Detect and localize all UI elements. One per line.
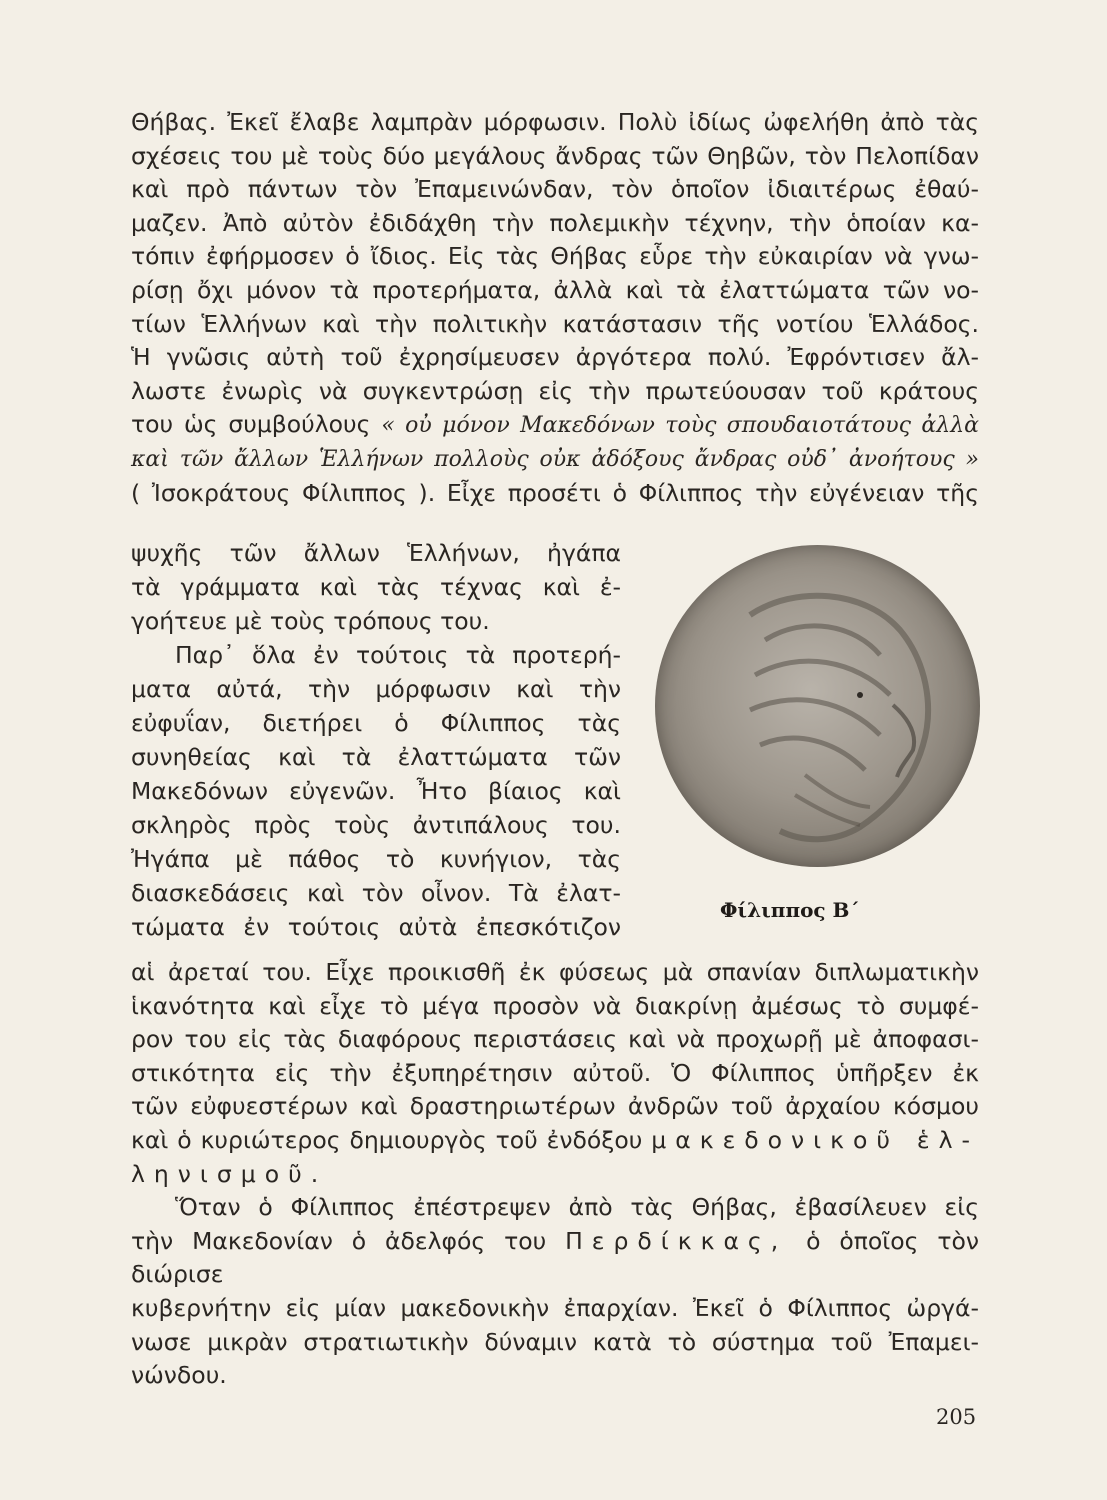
text-line: λωστε ἐνωρὶς νὰ συγκεντρώσῃ εἰς τὴν πρωτεύουσαν τοῦ κράτους xyxy=(131,376,979,405)
text-line: ψυχῆς τῶν ἄλλων Ἑλλήνων, ἠγάπα xyxy=(131,539,621,567)
text-line: τὰ γράμματα καὶ τὰς τέχνας καὶ ἐ- xyxy=(131,573,621,601)
creator-text: καὶ ὁ κυριώτερος δημιουργὸς τοῦ ἐνδόξου xyxy=(131,1125,643,1154)
perdikkas-pre: τὴν Μακεδονίαν ὁ ἀδελφός του xyxy=(131,1226,547,1255)
text-line: Θήβας. Ἐκεῖ ἔλαβε λαμπρὰν μόρφωσιν. Πολὺ ἰδίως ὠφελήθη ἀπὸ τὰς xyxy=(131,108,979,136)
text-line: ἱκανότητα καὶ εἶχε τὸ μέγα προσὸν νὰ διακρίνῃ ἀμέσως τὸ συμφέ- xyxy=(131,991,979,1020)
perdikkas-name: Περδίκκας, xyxy=(565,1226,788,1255)
text-line: νωσε μικρὰν στρατιωτικὴν δύναμιν κατὰ τὸ σύστημα τοῦ Ἐπαμει- xyxy=(131,1327,979,1356)
coin-image-philip-ii xyxy=(655,545,980,867)
text-line: καὶ πρὸ πάντων τὸν Ἐπαμεινώνδαν, τὸν ὁποῖον ἰδιαιτέρως ἐθαύ- xyxy=(131,175,979,204)
text-line: ρίσῃ ὄχι μόνον τὰ προτερήματα, ἀλλὰ καὶ τὰ ἐλαττώματα τῶν νο- xyxy=(131,275,979,304)
text-line: τόπιν ἐφήρμοσεν ὁ ἴδιος. Εἰς τὰς Θήβας εὗρε τὴν εὐκαιρίαν νὰ γνω- xyxy=(131,242,979,271)
perdikkas-post: ὁ ὁποῖος τὸν διώρισε xyxy=(131,1226,979,1289)
text-line: σκληρὸς πρὸς τοὺς ἀντιπάλους του. xyxy=(131,811,621,839)
coin-caption: Φίλιππος Β΄ xyxy=(720,898,860,922)
text-line: συνηθείας καὶ τὰ ἐλαττώματα τῶν xyxy=(131,743,621,771)
text-line: ρον του εἰς τὰς διαφόρους περιστάσεις καὶ νὰ προχωρῇ μὲ ἀποφασι- xyxy=(131,1025,979,1054)
spaced-word: μακεδονικοῦ ἑλ- xyxy=(651,1125,979,1154)
quote-text: « οὐ μόνον Μακεδόνων τοὺς σπουδαιοτάτους ἀλλὰ xyxy=(381,413,979,439)
page-number: 205 xyxy=(936,1405,977,1429)
text-line: ματα αὐτά, τὴν μόρφωσιν καὶ τὴν xyxy=(131,675,621,703)
text-line: Μακεδόνων εὐγενῶν. Ἦτο βίαιος καὶ xyxy=(131,777,621,805)
quote-line-2: καὶ τῶν ἄλλων Ἑλλήνων πολλοὺς οὐκ ἀδόξους ἄνδρας οὐδ᾽ ἀνοήτους » xyxy=(131,446,979,472)
text-line: Ἡ γνῶσις αὐτὴ τοῦ ἐχρησίμευσεν ἀργότερα πολύ. Ἐφρόντισεν ἄλ- xyxy=(131,343,979,372)
text-line: Παρ᾽ ὅλα ἐν τούτοις τὰ προτερή- xyxy=(175,641,621,669)
text-line: μαζεν. Ἀπὸ αὐτὸν ἐδιδάχθη τὴν πολεμικὴν τέχνην, τὴν ὁποίαν κα- xyxy=(131,208,979,237)
text-line: νώνδου. xyxy=(131,1361,227,1390)
text-line: σχέσεις του μὲ τοὺς δύο μεγάλους ἄνδρας τῶν Θηβῶν, τὸν Πελοπίδαν xyxy=(131,141,979,170)
wrapped-column xyxy=(131,536,621,944)
text-line: εὐφυΐαν, διετήρει ὁ Φίλιππος τὰς xyxy=(131,709,621,737)
bottom-paragraph xyxy=(131,956,979,1393)
perdikkas-line xyxy=(131,1225,979,1292)
quote-line-1 xyxy=(131,408,979,443)
text-line: τῶν εὐφυεστέρων καὶ δραστηριωτέρων ἀνδρῶν τοῦ ἀρχαίου κόσμου xyxy=(131,1092,979,1121)
text-line: κυβερνήτην εἰς μίαν μακεδονικὴν ἐπαρχίαν. Ἐκεῖ ὁ Φίλιππος ὠργά- xyxy=(131,1293,979,1322)
text-line: τώματα ἐν τούτοις αὐτὰ ἐπεσκότιζον xyxy=(131,913,621,941)
spaced-word-end: ληνισμοῦ. xyxy=(131,1159,328,1188)
text-line: τίων Ἑλλήνων καὶ τὴν πολιτικὴν κατάστασιν τῆς νοτίου Ἑλλάδος. xyxy=(131,309,979,338)
creator-line xyxy=(131,1124,979,1158)
text-line: αἱ ἀρεταί του. Εἶχε προικισθῆ ἐκ φύσεως μὰ σπανίαν διπλωματικὴν xyxy=(131,958,979,986)
top-paragraph xyxy=(131,106,979,510)
text-line: Ἠγάπα μὲ πάθος τὸ κυνήγιον, τὰς xyxy=(131,845,621,873)
text-line: γοήτευε μὲ τοὺς τρόπους του. xyxy=(131,607,490,635)
coin-engraving xyxy=(655,545,980,867)
text-line: διασκεδάσεις καὶ τὸν οἶνον. Τὰ ἐλατ- xyxy=(131,879,621,907)
text-line: στικότητα εἰς τὴν ἐξυπηρέτησιν αὐτοῦ. Ὁ Φίλιππος ὑπῆρξεν ἐκ xyxy=(131,1058,979,1087)
quote-intro: του ὡς συμβούλους xyxy=(131,410,371,439)
source-line: ( Ἰσοκράτους Φίλιππος ). Εἶχε προσέτι ὁ Φίλιππος τὴν εὐγένειαν τῆς xyxy=(131,478,979,507)
text-line: Ὅταν ὁ Φίλιππος ἐπέστρεψεν ἀπὸ τὰς Θήβας, ἐβασίλευεν εἰς xyxy=(175,1193,979,1222)
